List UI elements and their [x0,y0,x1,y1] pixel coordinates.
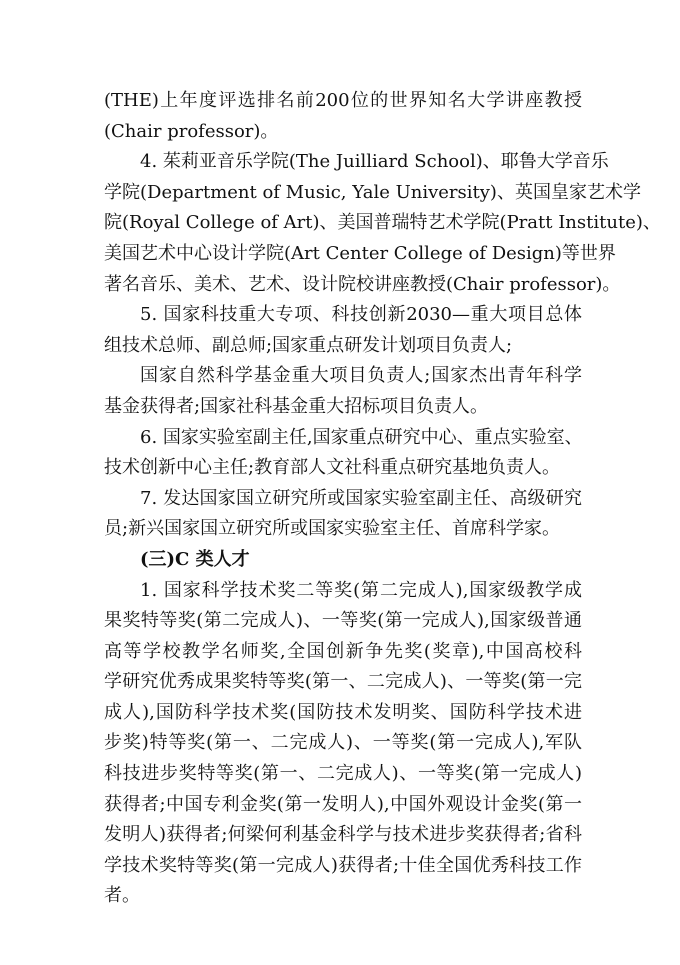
text-line: 成人),国防科学技术奖(国防技术发明奖、国防科学技术进 [104,701,582,723]
text-line: 高等学校教学名师奖,全国创新争先奖(奖章),中国高校科 [104,640,582,662]
section-heading [104,545,582,576]
text-line: 1. 国家科学技术奖二等奖(第二完成人),国家级教学成 [140,579,582,601]
paragraph [104,300,582,361]
text-line: 国家自然科学基金重大项目负责人;国家杰出青年科学 [140,365,582,387]
text-line: 美国艺术中心设计学院(Art Center College of Design)等世界 [104,242,616,264]
text-line: (三)C 类人才 [140,548,250,570]
paragraph [104,147,661,300]
text-line: 者。 [104,885,140,907]
text-line: 院(Royal College of Art)、美国普瑞特艺术学院(Pratt Institute)、 [104,212,661,234]
text-line: 5. 国家科技重大专项、科技创新2030—重大项目总体 [140,304,582,326]
text-line: 7. 发达国家国立研究所或国家实验室副主任、高级研究 [140,487,582,509]
text-line: 组技术总师、副总师;国家重点研发计划项目负责人; [104,334,513,356]
text-line: 学研究优秀成果奖特等奖(第一、二完成人)、一等奖(第一完 [104,671,582,693]
text-line: 员;新兴国家国立研究所或国家实验室主任、首席科学家。 [104,518,561,540]
text-line: 发明人)获得者;何梁何利基金科学与技术进步奖获得者;省科 [104,824,582,846]
text-line: (Chair professor)。 [104,120,279,142]
text-line: 6. 国家实验室副主任,国家重点研究中心、重点实验室、 [140,426,583,448]
text-line: 获得者;中国专利金奖(第一发明人),中国外观设计金奖(第一 [104,793,582,815]
text-line: 著名音乐、美术、艺术、设计院校讲座教授(Chair professor)。 [104,273,621,295]
text-line: 科技进步奖特等奖(第一、二完成人)、一等奖(第一完成人) [104,763,582,785]
text-line: 步奖)特等奖(第一、二完成人)、一等奖(第一完成人),军队 [104,732,582,754]
text-line: 技术创新中心主任;教育部人文社科重点研究基地负责人。 [104,457,561,479]
text-line: 4. 茱莉亚音乐学院(The Juilliard School)、耶鲁大学音乐 [140,151,609,173]
text-line: (THE)上年度评选排名前200位的世界知名大学讲座教授 [104,90,582,111]
document-page [104,86,661,912]
text-line: 基金获得者;国家社科基金重大招标项目负责人。 [104,395,489,417]
paragraph [104,576,582,913]
paragraph [104,484,582,545]
text-line: 果奖特等奖(第二完成人)、一等奖(第一完成人),国家级普通 [104,610,582,632]
paragraph [104,423,582,484]
paragraph [104,86,582,147]
paragraph [104,361,582,422]
text-line: 学技术奖特等奖(第一完成人)获得者;十佳全国优秀科技工作 [104,854,582,876]
text-line: 学院(Department of Music, Yale University)、英国皇家艺术学 [104,181,641,203]
